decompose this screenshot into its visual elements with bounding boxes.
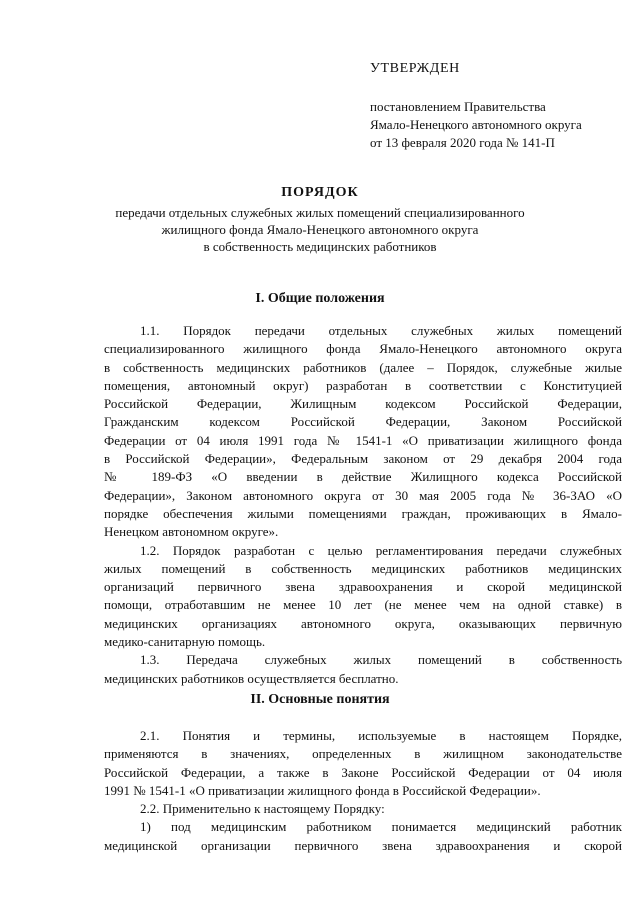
subtitle-line: жилищного фонда Ямало-Ненецкого автономного округа [161,222,479,237]
approval-line: Ямало-Ненецкого автономного округа [370,117,582,132]
approval-line: от 13 февраля 2020 года № 141-П [370,135,555,150]
approval-block [370,60,632,152]
paragraph-line: порядке обеспечения жилыми помещениями граждан, проживающих в Ямало- [104,505,622,521]
paragraph-line: 2.1. Понятия и термины, используемые в настоящем Порядке, [140,728,622,743]
paragraph-line: Федерации от 04 июля 1991 года № 1541-1 «О приватизации жилищного фонда [104,432,622,448]
subtitle-line: передачи отдельных служебных жилых помещений специализированного [115,205,525,220]
paragraph-line: № 189-ФЗ «О введении в действие Жилищного кодекса Российской [104,469,622,485]
paragraph-line: Ненецком автономном округе». [104,524,279,540]
paragraph-line: 1) под медицинским работником понимается медицинский работник [140,819,622,835]
paragraph-line: 1.1. Порядок передачи отдельных служебных жилых помещений [140,323,622,338]
paragraph-line: Гражданским кодексом Российской Федерации, Законом Российской [104,414,622,430]
paragraph-line: 1.3. Передача служебных жилых помещений в собственность [140,652,622,668]
paragraph-line: медицинской организации первичного звена здравоохранения и скорой [104,837,622,853]
paragraph-line: 2.2. Применительно к настоящему Порядку: [140,801,385,817]
approval-line: постановлением Правительства [370,99,546,114]
paragraph-line: жилых помещений в собственность медицинских работников медицинских [104,560,622,576]
paragraph-line: Российской Федерации, Жилищным кодексом Российской Федерации, [104,396,622,412]
paragraph-line: медико-санитарную помощь. [104,634,266,650]
paragraph-line: Российской Федерации, а также в Законе Российской Федерации от 04 июля [104,764,622,780]
paragraph-line: в собственность медицинских работников (далее – Порядок, служебные жилые [104,359,622,375]
document-title: ПОРЯДОК [281,185,359,200]
paragraph-line: Федерации», Законом автономного округа от 30 мая 2005 года № 36-ЗАО «О [104,487,622,503]
paragraph-line: применяются в значениях, определенных в жилищном законодательстве [104,746,622,762]
document-subtitle [60,204,580,255]
paragraph-line: медицинских организациях автономного округа, оказывающих первичную [104,615,622,631]
section2-body [104,727,622,855]
section1-body [104,322,622,688]
paragraph-line: в Российской Федерации», Федеральным законом от 29 декабря 2004 года [104,451,622,467]
paragraph-line: специализированного жилищного фонда Ямало-Ненецкого автономного округа [104,341,622,357]
section-heading: II. Основные понятия [250,692,390,707]
paragraph-line: помещения, автономный округ) разработан в соответствии с Конституцией [104,377,622,393]
paragraph-line: 1.2. Порядок разработан с целью регламентирования передачи служебных [140,542,622,558]
paragraph-line: медицинских работников осуществляется бесплатно. [104,670,399,686]
paragraph-line: помощи, отработавшим не менее 10 лет (не менее чем на одной ставке) в [104,597,622,613]
subtitle-line: в собственность медицинских работников [203,239,437,254]
section-heading: I. Общие положения [255,291,385,306]
paragraph-line: организаций первичного звена здравоохранения и скорой медицинской [104,579,622,595]
approval-word: УТВЕРЖДЕН [370,61,460,76]
paragraph-line: 1991 № 1541-1 «О приватизации жилищного фонда в Российской Федерации». [104,782,541,798]
